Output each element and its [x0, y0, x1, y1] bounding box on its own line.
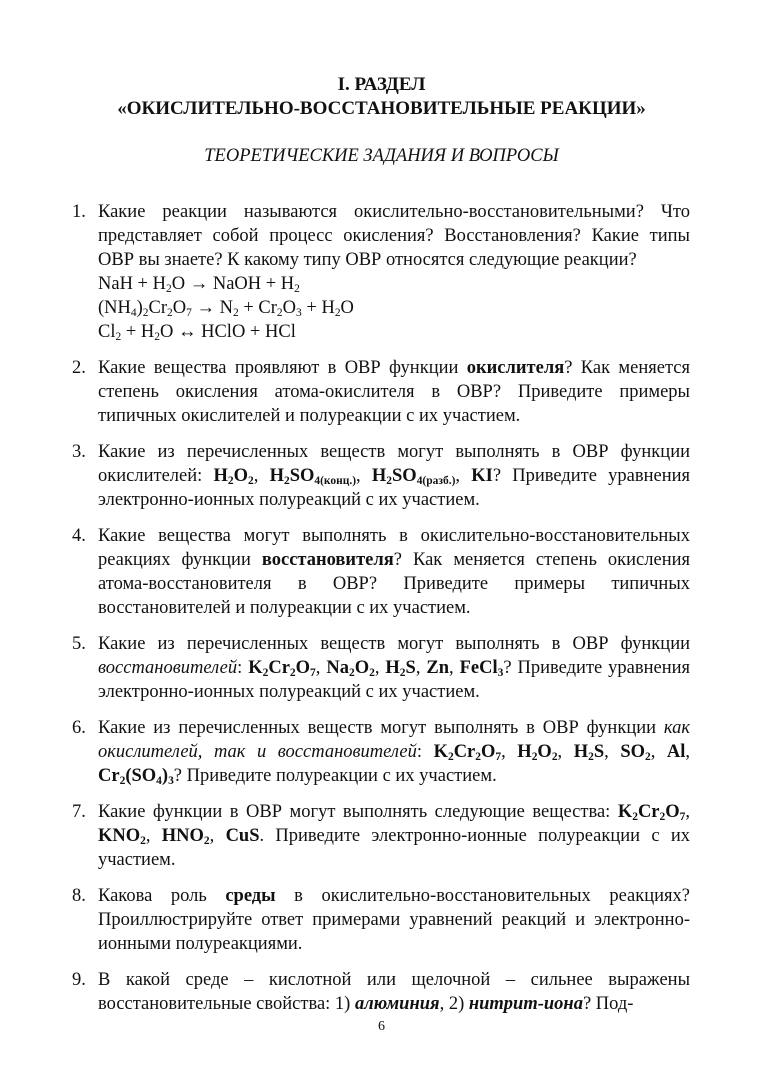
item-text: Какие из перечисленных веществ могут выполнять в ОВР функции как окислителей, так и восстановителей: $K_2Cr_2O_7$, $H_2O_2$, $H_2S$, $SO_2$, Al, $Cr_2(SO_4)_3$? Приведите полуреакции с их участием.: [98, 718, 691, 787]
item-number: 9.: [72, 970, 86, 990]
formula-list: $H_2O_2$: [213, 466, 254, 487]
item-number: 1.: [72, 202, 86, 222]
list-item: [72, 440, 690, 512]
subtitle: ТЕОРЕТИЧЕСКИЕ ЗАДАНИЯ И ВОПРОСЫ: [204, 146, 559, 166]
formula-list: $K_2Cr_2O_7$: [248, 658, 316, 679]
page-number: 6: [378, 1019, 385, 1034]
item-number: 7.: [72, 802, 86, 822]
list-item: [72, 716, 690, 788]
formula-list: $K_2Cr_2O_7$: [433, 742, 502, 763]
question-list: [72, 200, 690, 1028]
list-item: [72, 968, 690, 1016]
item-number: 4.: [72, 526, 86, 546]
list-item: [72, 632, 690, 704]
item-text: Какие функции в ОВР могут выполнять следующие вещества: $K_2Cr_2O_7$, $KNO_2$, $HNO_2$, CuS. Приведите электронно-ионные полуреакции с их участием.: [98, 802, 690, 870]
item-number: 2.: [72, 358, 86, 378]
list-item: [72, 356, 690, 428]
item-text: Какие из перечисленных веществ могут выполнять в ОВР функции окислителей: $H_2O_2$, $H_2SO_{4(конц.)}$, $H_2SO_{4(разб.)}$, KI? Приведите уравнения электронно-ионных полуреакций с их участием.: [98, 442, 691, 510]
item-text: Какова роль среды в окислительно-восстановительных реакциях? Проиллюстрируйте ответ примерами уравнений реакций и электронно-ионными полуреакциями.: [98, 886, 690, 954]
item-text: Какие вещества могут выполнять в окислительно-восстановительных реакциях функции восстановителя? Как меняется степень окисления атома-восстановителя в ОВР? Приведите примеры типичных восстановителей и полуреакции с их участием.: [98, 526, 691, 618]
item-text: Какие вещества проявляют в ОВР функции окислителя? Как меняется степень окисления атома-окислителя в ОВР? Приведите примеры типичных окислителей и полуреакции с их участием.: [98, 358, 691, 426]
item-text: Какие из перечисленных веществ могут выполнять в ОВР функции восстановителей: $K_2Cr_2O_7$, $Na_2O_2$, $H_2S$, Zn, FeCl$_3$? Приведите уравнения электронно-ионных полуреакций с их участием.: [98, 634, 691, 702]
section-heading: I. РАЗДЕЛ: [337, 74, 426, 95]
section-topic: «ОКИСЛИТЕЛЬНО-ВОССТАНОВИТЕЛЬНЫЕ РЕАКЦИИ»: [117, 98, 646, 119]
formula-list: $K_2Cr_2O_7$: [617, 802, 686, 823]
item-number: 8.: [72, 886, 86, 906]
item-number: 3.: [72, 442, 86, 462]
list-item: [72, 884, 690, 956]
list-item: [72, 800, 690, 872]
reaction-equation: NaH + $H_2O$ → NaOH + $H_2$: [98, 274, 300, 295]
reaction-equation: $(NH_4)_2Cr_2O_7 \to N_2 + Cr_2O_3 + H_2O$: [98, 298, 354, 319]
reaction-equation: $Cl_2 + H_2O$ ↔ HClO + HCl: [98, 322, 296, 343]
item-text: В какой среде – кислотной или щелочной – сильнее выражены восстановительные свойства: 1) алюминия, 2) нитрит-иона? Под-: [98, 970, 690, 1014]
item-number: 5.: [72, 634, 86, 654]
list-item: [72, 524, 690, 620]
item-text: Какие реакции называются окислительно-восстановительными? Что представляет собой процесс окисления? Восстановления? Какие типы ОВР вы знаете? К какому типу ОВР относятся следующие реакции?: [98, 202, 690, 270]
item-number: 6.: [72, 718, 86, 738]
list-item: [72, 200, 690, 344]
